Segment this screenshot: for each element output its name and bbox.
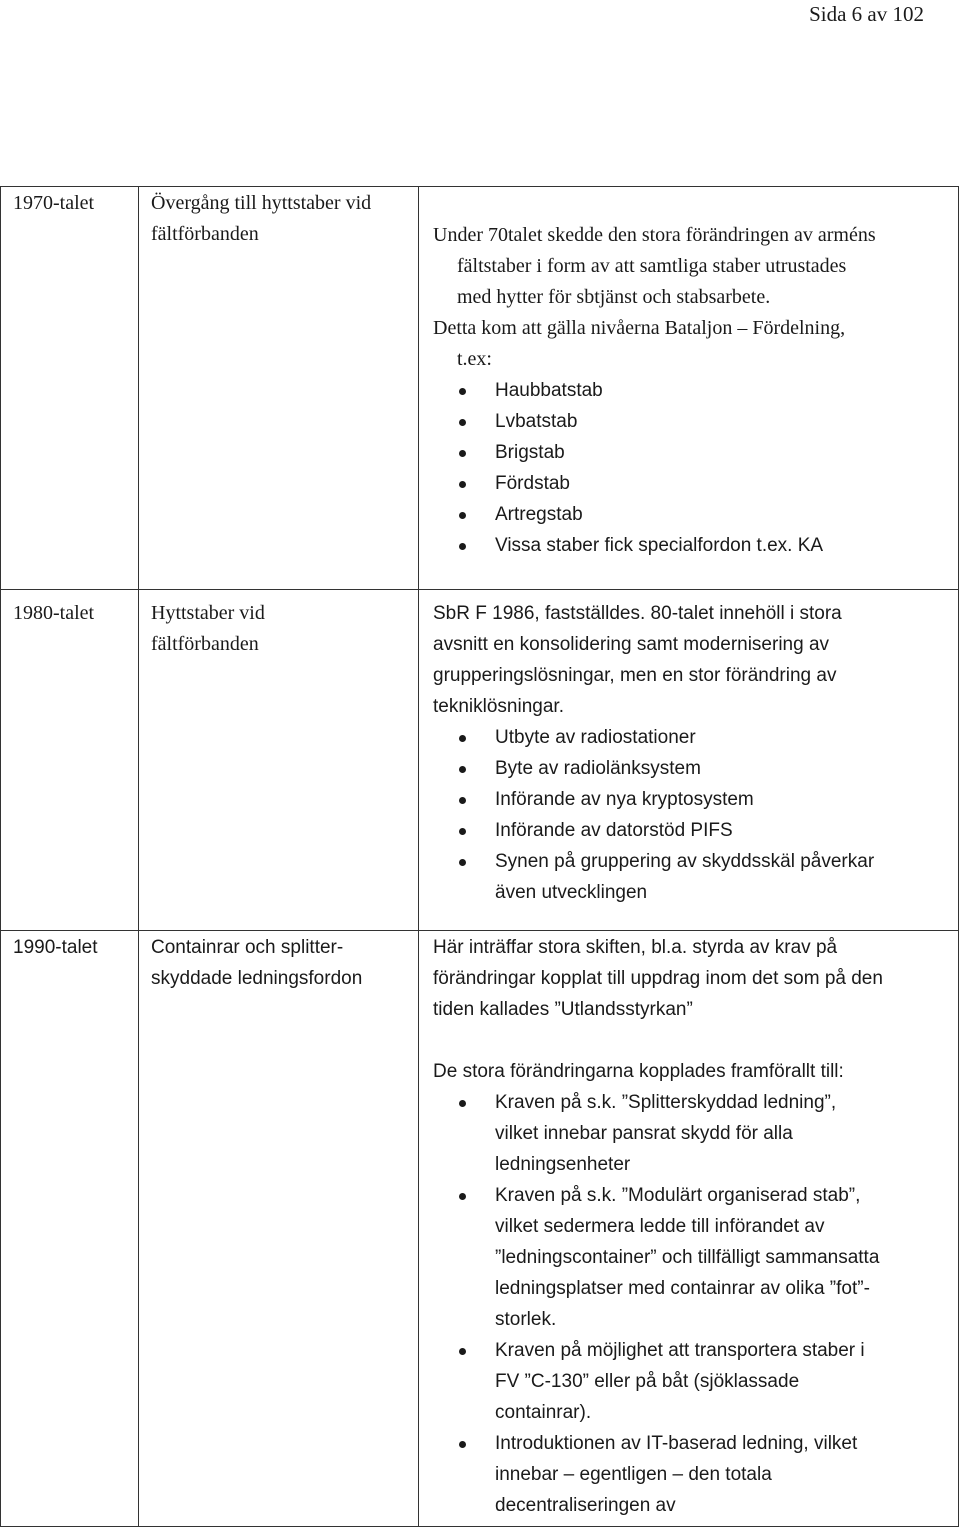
list-item: Haubbatstab [419,375,958,406]
list-item: Lvbatstab [419,406,958,437]
list-item-line: även utvecklingen [495,882,648,903]
table-row-1990 [1,931,959,1527]
description-cell [419,931,959,1527]
topic-cell [139,187,419,590]
list-item: Införande av nya kryptosystem [419,784,958,815]
list-item [419,1428,958,1521]
staff-list [419,375,958,561]
list-item-line: Kraven på s.k. ”Modulärt organiserad stab”, [495,1185,861,1206]
list-item-line: FV ”C-130” eller på båt (sjöklassade [495,1371,800,1392]
change-list [419,722,958,908]
list-item: Införande av datorstöd PIFS [419,815,958,846]
list-item: Brigstab [419,437,958,468]
topic-cell [139,590,419,931]
description-line: avsnitt en konsolidering samt modernisering av [433,634,830,655]
topic-line: Containrar och splitter- [151,937,344,958]
description-line: fältstaber i form av att samtliga staber utrustades [457,255,847,277]
topic-line: Hyttstaber vid [151,602,265,624]
list-item [419,846,958,908]
description-line: tekniklösningar. [433,696,564,717]
description-line: t.ex: [457,348,492,370]
description-line: förändringar kopplat till uppdrag inom det som på den [433,968,883,989]
table-row-1970 [1,187,959,590]
list-item-line: vilket sedermera ledde till införandet av [495,1216,825,1237]
list-item-line: decentraliseringen av [495,1495,676,1516]
description-line: Här inträffar stora skiften, bl.a. styrda av krav på [433,937,838,958]
topic-line: fältförbanden [151,633,259,655]
list-item-line: ledningsenheter [495,1154,631,1175]
topic-line: skyddade ledningsfordon [151,968,363,989]
list-item-line: Kraven på s.k. ”Splitterskyddad ledning”, [495,1092,837,1113]
period-label: 1970-talet [13,192,95,214]
list-item-line: vilket innebar pansrat skydd för alla [495,1123,793,1144]
list-item-line: ”ledningscontainer” och tillfälligt sammansatta [495,1247,880,1268]
list-item: Fördstab [419,468,958,499]
list-item: Utbyte av radiostationer [419,722,958,753]
list-item-line: Introduktionen av IT-baserad ledning, vilket [495,1433,858,1454]
topic-line: fältförbanden [151,223,259,245]
period-cell [1,187,139,590]
list-item [419,1087,958,1180]
description-line: grupperingslösningar, men en stor förändring av [433,665,837,686]
description-line: SbR F 1986, fastställdes. 80-talet innehöll i stora [433,603,842,624]
period-label: 1980-talet [13,602,95,624]
list-item-line: storlek. [495,1309,557,1330]
list-item-line: containrar). [495,1402,592,1423]
description-cell [419,590,959,931]
list-item: Vissa staber fick specialfordon t.ex. KA [419,530,958,561]
list-item-line: Kraven på möjlighet att transportera staber i [495,1340,865,1361]
list-item [419,1180,958,1335]
description-line: Detta kom att gälla nivåerna Bataljon – Fördelning, [433,317,846,339]
list-item-line: ledningsplatser med containrar av olika ”fot”- [495,1278,870,1299]
period-cell [1,590,139,931]
description-line: tiden kallades ”Utlandsstyrkan” [433,999,693,1020]
topic-cell [139,931,419,1527]
period-cell [1,931,139,1527]
topic-line: Övergång till hyttstaber vid [151,192,372,214]
history-table [0,186,959,1527]
list-item: Artregstab [419,499,958,530]
list-item: Byte av radiolänksystem [419,753,958,784]
table-row-1980 [1,590,959,931]
list-item-line: Synen på gruppering av skyddsskäl påverkar [495,851,875,872]
description-line: med hytter för sbtjänst och stabsarbete. [457,286,771,308]
period-label: 1990-talet [13,937,98,958]
list-item [419,1335,958,1428]
list-item-line: innebar – egentligen – den totala [495,1464,772,1485]
description-line: De stora förändringarna kopplades framförallt till: [433,1061,844,1082]
page-number: Sida 6 av 102 [809,2,924,26]
description-cell [419,187,959,590]
description-line: Under 70talet skedde den stora förändringen av arméns [433,224,876,246]
change-list [419,1087,958,1521]
